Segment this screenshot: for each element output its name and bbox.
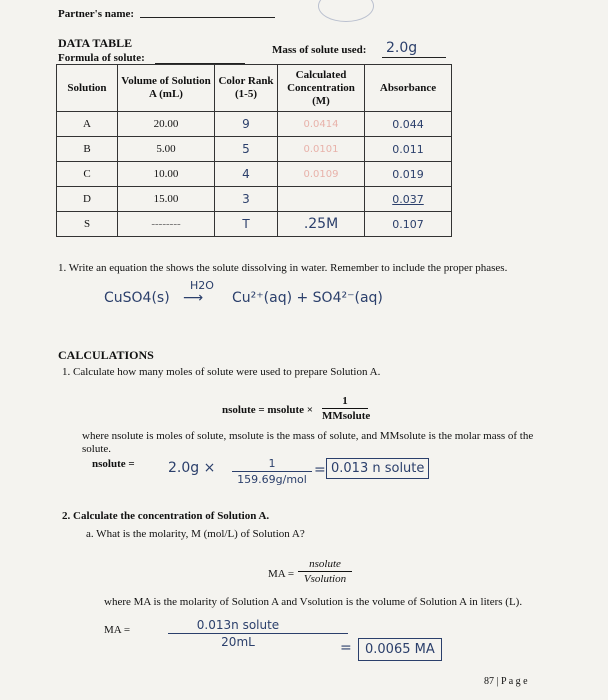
cell-concentration: 0.0109 xyxy=(278,162,365,187)
cell-absorbance: 0.037 xyxy=(365,187,452,212)
molarity-work-numerator: 0.013n solute xyxy=(196,618,280,632)
col-volume: Volume of Solution A (mL) xyxy=(118,65,215,112)
equals-sign: = xyxy=(314,462,326,478)
col-absorbance: Absorbance xyxy=(365,65,452,112)
col-color-rank: Color Rank (1-5) xyxy=(215,65,278,112)
cell-concentration: 0.0414 xyxy=(278,112,365,137)
molarity-formula-fraction xyxy=(298,558,352,585)
work-fraction xyxy=(232,457,312,486)
cell-rank: 5 xyxy=(215,137,278,162)
arrow-icon: ⟶ xyxy=(183,290,204,306)
formula-label: Formula of solute: xyxy=(58,52,145,64)
moles-formula-numerator: 1 xyxy=(342,395,348,407)
equation-left: CuSO4(s) xyxy=(104,290,170,306)
table-row xyxy=(57,137,452,162)
cell-absorbance: 0.107 xyxy=(365,212,452,237)
data-table xyxy=(56,64,452,237)
cell-solution: B xyxy=(57,137,118,162)
cell-volume: 20.00 xyxy=(118,112,215,137)
data-table-title: DATA TABLE xyxy=(58,36,133,50)
table-row xyxy=(57,212,452,237)
mass-label: Mass of solute used: xyxy=(272,44,367,56)
moles-formula-denominator: MMsolute xyxy=(322,410,371,422)
molarity-where-text: where MA is the molarity of Solution A and Vsolution is the volume of Solution A in liters (L). xyxy=(104,596,523,608)
work-mass: 2.0g × xyxy=(168,460,216,476)
molarity-formula-lhs: MA = xyxy=(268,568,295,580)
table-row xyxy=(57,112,452,137)
cell-rank: 9 xyxy=(215,112,278,137)
cell-rank: 4 xyxy=(215,162,278,187)
molarity-formula-numerator: nsolute xyxy=(309,558,341,570)
col-solution: Solution xyxy=(57,65,118,112)
col-concentration: Calculated Concentration (M) xyxy=(278,65,365,112)
cell-volume: 15.00 xyxy=(118,187,215,212)
work-denominator: 159.69g/mol xyxy=(237,473,307,486)
table-row xyxy=(57,162,452,187)
cell-absorbance: 0.011 xyxy=(365,137,452,162)
cell-volume: -------- xyxy=(118,212,215,237)
equation-right: Cu²⁺(aq) + SO4²⁻(aq) xyxy=(232,290,383,306)
table-row xyxy=(57,187,452,212)
molarity-work-fraction xyxy=(168,618,308,649)
molarity-formula-denominator: Vsolution xyxy=(303,573,347,585)
cell-solution: C xyxy=(57,162,118,187)
cell-rank: 3 xyxy=(215,187,278,212)
calc-question-1: 1. Calculate how many moles of solute were used to prepare Solution A. xyxy=(62,366,381,378)
cell-solution: S xyxy=(57,212,118,237)
cell-concentration: 0.0101 xyxy=(278,137,365,162)
molarity-work-denominator: 20mL xyxy=(221,635,255,649)
molarity-answer: 0.0065 MA xyxy=(358,638,442,661)
question-1-text: 1. Write an equation the shows the solute dissolving in water. Remember to include the proper phases. xyxy=(58,262,508,274)
question-2-title: 2. Calculate the concentration of Solution A. xyxy=(62,510,270,522)
moles-formula-lhs: nsolute = msolute × xyxy=(222,404,314,416)
mass-value: 2.0g xyxy=(386,40,418,56)
cell-rank: T xyxy=(215,212,278,237)
nsolute-label: nsolute = xyxy=(92,458,135,470)
work-numerator: 1 xyxy=(268,457,276,470)
cell-concentration: .25M xyxy=(278,212,365,237)
cell-solution: A xyxy=(57,112,118,137)
moles-where-text: where nsolute is moles of solute, msolute is the mass of solute, and MMsolute is the molar mass of the solute. xyxy=(82,430,534,455)
ma-label: MA = xyxy=(104,624,131,636)
equation-arrow-label: H2O xyxy=(190,279,214,292)
cell-volume: 10.00 xyxy=(118,162,215,187)
cell-concentration xyxy=(278,187,365,212)
mass-line xyxy=(382,57,446,58)
partner-label: Partner's name: xyxy=(58,8,135,20)
moles-formula-fraction xyxy=(322,395,371,422)
moles-answer: 0.013 n solute xyxy=(326,458,429,479)
cell-solution: D xyxy=(57,187,118,212)
cell-absorbance: 0.044 xyxy=(365,112,452,137)
question-2a: a. What is the molarity, M (mol/L) of Solution A? xyxy=(86,528,305,540)
equals-sign-2: = xyxy=(340,640,352,656)
cell-absorbance: 0.019 xyxy=(365,162,452,187)
page-number: 87 | P a g e xyxy=(484,676,528,687)
scribble-mark xyxy=(318,0,374,22)
cell-volume: 5.00 xyxy=(118,137,215,162)
calculations-title: CALCULATIONS xyxy=(58,348,154,362)
partner-name-line xyxy=(140,17,275,18)
